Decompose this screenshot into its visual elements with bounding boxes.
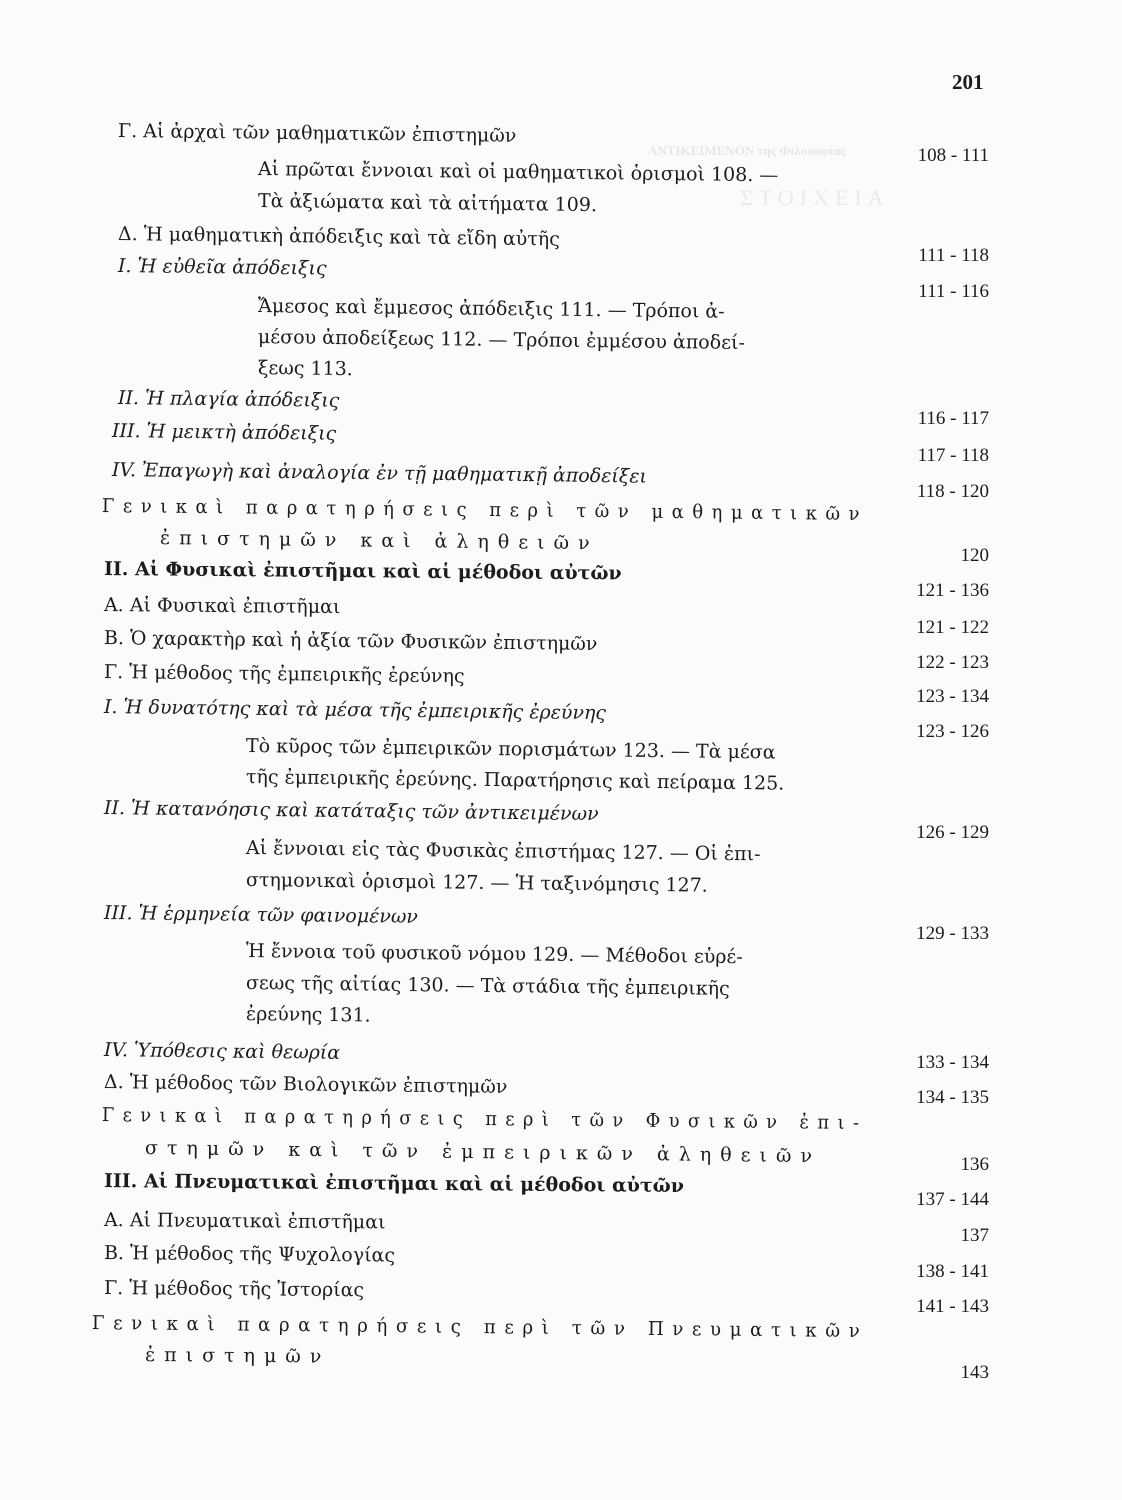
toc-entry: ἐπιστημῶν [144, 1344, 331, 1368]
toc-page-range: 141 - 143 [916, 1296, 989, 1317]
toc-entry: Α. Αἱ Φυσικαὶ ἐπιστῆμαι [103, 594, 341, 619]
toc-entry: Δ. Ἡ μαθηματικὴ ἀπόδειξις καὶ τὰ εἴδη αὐτῆς [117, 223, 560, 251]
toc-section-heading: ΙΙ. Αἱ Φυσικαὶ ἐπιστῆμαι καὶ αἱ μέθοδοι αὐτῶν [103, 558, 622, 585]
bleed-through-text: ΑΝΤΙΚΕΙΜΕΝΟΝ της Φιλοσοφίας [648, 143, 846, 158]
toc-entry-description: Τὰ ἀξιώματα καὶ τὰ αἰτήματα 109. [257, 190, 598, 217]
toc-page-range: 129 - 133 [916, 923, 989, 944]
page-number: 201 [952, 70, 984, 94]
toc-entry: Δ. Ἡ μέθοδος τῶν Βιολογικῶν ἐπιστημῶν [103, 1071, 508, 1098]
toc-entry-description: Ἡ ἔννοια τοῦ φυσικοῦ νόμου 129. — Μέθοδοι εὑρέ- [245, 940, 743, 969]
toc-entry: στημῶν καὶ τῶν ἐμπειρικῶν ἀληθειῶν [144, 1137, 822, 1168]
toc-entry: ΙV. Ἐπαγωγὴ καὶ ἀναλογία ἐν τῇ μαθηματικῇ ἀποδείξει [111, 459, 648, 488]
toc-entry-description: Αἱ πρῶται ἔννοιαι καὶ οἱ μαθηματικοὶ ὁρισμοὶ 108. — [257, 158, 779, 187]
toc-page-range: 137 - 144 [916, 1189, 989, 1210]
toc-page-range: 120 [960, 545, 989, 566]
toc-page-range: 111 - 118 [918, 245, 989, 266]
toc-entry: ἐπιστημῶν καὶ ἀληθειῶν [159, 527, 599, 555]
bleed-through-text: ΣΤΟΙΧΕΙΑ [740, 185, 890, 210]
toc-entry-description: ξεως 113. [257, 357, 353, 381]
toc-entry: ΙΙ. Ἡ κατανόησις καὶ κατάταξις τῶν ἀντικειμένων [103, 797, 599, 826]
toc-entry: Γ. Ἡ μέθοδος τῆς Ἱστορίας [103, 1277, 365, 1302]
toc-entry: Γ. Αἱ ἀρχαὶ τῶν μαθηματικῶν ἐπιστημῶν [117, 120, 517, 147]
toc-entry-description: τῆς ἐμπειρικῆς ἐρεύνης. Παρατήρησις καὶ πείραμα 125. [245, 766, 785, 795]
toc-page-range: 138 - 141 [916, 1261, 989, 1282]
toc-entry-description: σεως τῆς αἰτίας 130. — Τὰ στάδια τῆς ἐμπειρικῆς [245, 972, 730, 1000]
toc-entry: Γενικαὶ παρατηρήσεις περὶ τῶν Φυσικῶν ἐπι- [101, 1104, 868, 1135]
toc-page-range: 133 - 134 [916, 1052, 989, 1073]
toc-page-range: 117 - 118 [917, 445, 989, 466]
toc-entry-description: ἐρεύνης 131. [245, 1003, 371, 1027]
toc-entry: Ι. Ἡ εὐθεῖα ἀπόδειξις [117, 255, 327, 280]
toc-entry: Γ. Ἡ μέθοδος τῆς ἐμπειρικῆς ἐρεύνης [103, 661, 465, 688]
toc-page-range: 134 - 135 [916, 1087, 989, 1108]
toc-page-range: 137 [960, 1225, 989, 1246]
toc-entry: ΙΙΙ. Ἡ ἑρμηνεία τῶν φαινομένων [103, 902, 419, 928]
toc-entry-description: μέσου ἀποδείξεως 112. — Τρόποι ἐμμέσου ἀποδεί- [257, 326, 745, 354]
toc-page-range: 116 - 117 [917, 408, 989, 429]
toc-page-range: 143 [960, 1362, 989, 1383]
toc-page-range: 122 - 123 [916, 652, 989, 673]
toc-entry-description: στημονικαὶ ὁρισμοὶ 127. — Ἡ ταξινόμησις 127. [245, 869, 708, 897]
toc-page-range: 121 - 122 [916, 617, 989, 638]
toc-entry: Γενικαὶ παρατηρήσεις περὶ τῶν μαθηματικῶν [101, 495, 869, 526]
toc-entry: Β. Ἡ μέθοδος τῆς Ψυχολογίας [103, 1242, 396, 1267]
toc-page-range: 111 - 116 [918, 281, 989, 302]
toc-page-range: 126 - 129 [916, 822, 989, 843]
toc-page-range: 136 [960, 1154, 989, 1175]
toc-entry: Α. Αἱ Πνευματικαὶ ἐπιστῆμαι [103, 1209, 386, 1234]
toc-entry: ΙV. Ὑπόθεσις καὶ θεωρία [103, 1039, 341, 1064]
toc-entry: ΙΙ. Ἡ πλαγία ἀπόδειξις [117, 387, 340, 412]
toc-page-range: 121 - 136 [916, 580, 989, 601]
toc-page-range: 108 - 111 [917, 145, 989, 166]
toc-page-range: 118 - 120 [916, 481, 989, 502]
toc-page-range: 123 - 134 [916, 686, 989, 707]
toc-entry-description: Ἄμεσος καὶ ἔμμεσος ἀπόδειξις 111. — Τρόποι ἀ- [257, 295, 725, 323]
toc-entry: Β. Ὁ χαρακτὴρ καὶ ἡ ἀξία τῶν Φυσικῶν ἐπιστημῶν [103, 627, 598, 656]
toc-page-range: 123 - 126 [916, 721, 989, 742]
toc-entry: Γενικαὶ παρατηρήσεις περὶ τῶν Πνευματικῶν [91, 1312, 869, 1343]
toc-entry: ΙΙΙ. Ἡ μεικτὴ ἀπόδειξις [111, 420, 337, 445]
toc-entry-description: Τὸ κῦρος τῶν ἐμπειρικῶν πορισμάτων 123. — Τὰ μέσα [245, 735, 776, 764]
toc-entry-description: Αἱ ἔννοιαι εἰς τὰς Φυσικὰς ἐπιστήμας 127. — Οἱ ἐπι- [245, 837, 761, 866]
toc-section-heading: ΙΙΙ. Αἱ Πνευματικαὶ ἐπιστῆμαι καὶ αἱ μέθοδοι αὐτῶν [103, 1170, 685, 1198]
toc-entry: Ι. Ἡ δυνατότης καὶ τὰ μέσα τῆς ἐμπειρικῆς ἐρεύνης [103, 696, 607, 725]
